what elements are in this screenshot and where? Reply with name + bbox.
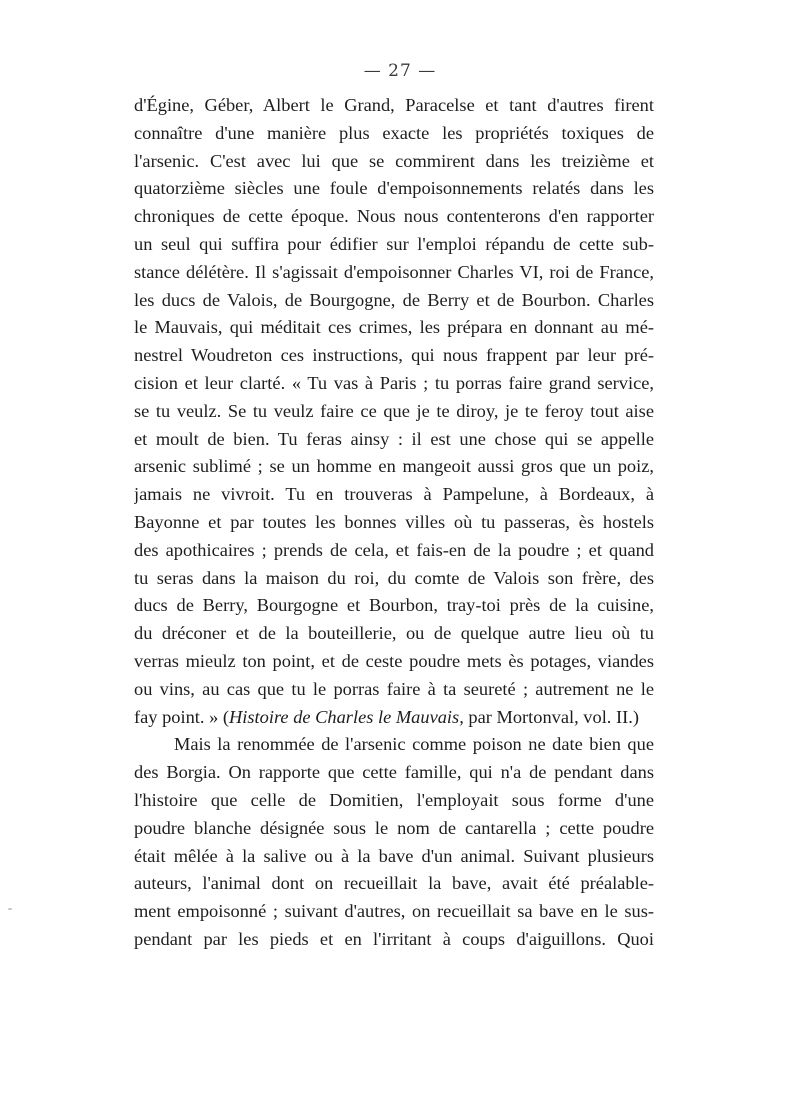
page-number: — 27 — bbox=[363, 61, 437, 81]
text-line: chroniques de cette époque. Nous nous contenterons d'en rapporter bbox=[134, 206, 654, 227]
text-line: Bayonne et par toutes les bonnes villes où tu passeras, ès hostels bbox=[134, 511, 654, 532]
citation-line bbox=[134, 704, 654, 732]
text-line: le Mauvais, qui méditait ces crimes, les prépara en donnant au mé- bbox=[134, 317, 654, 338]
text-line: d'Égine, Géber, Albert le Grand, Paracelse et tant d'autres firent bbox=[134, 95, 654, 115]
text-line: jamais ne vivroit. Tu en trouveras à Pampelune, à Bordeaux, à bbox=[134, 484, 654, 505]
citation-prefix: fay point. » ( bbox=[134, 706, 229, 727]
text-line: des apothicaires ; prends de cela, et fais-en de la poudre ; et quand bbox=[134, 539, 654, 560]
text-line: tu seras dans la maison du roi, du comte de Valois son frère, des bbox=[134, 567, 654, 588]
text-line: ou vins, au cas que tu le porras faire à ta seureté ; autrement ne le bbox=[134, 678, 654, 699]
text-line: l'arsenic. C'est avec lui que se commirent dans les treizième et bbox=[134, 150, 654, 171]
text-line: ducs de Berry, Bourgogne et Bourbon, tray-toi près de la cuisine, bbox=[134, 595, 654, 616]
text-line: cision et leur clarté. « Tu vas à Paris ; tu porras faire grand service, bbox=[134, 372, 654, 393]
paragraph-start-line: Mais la renommée de l'arsenic comme poison ne date bien que bbox=[174, 734, 654, 755]
text-line: l'histoire que celle de Domitien, l'employait sous forme d'une bbox=[134, 789, 654, 810]
text-line: des Borgia. On rapporte que cette famille, qui n'a de pendant dans bbox=[134, 762, 654, 783]
text-line: poudre blanche désignée sous le nom de cantarella ; cette poudre bbox=[134, 817, 654, 838]
text-line: stance délétère. Il s'agissait d'empoisonner Charles VI, roi de France, bbox=[134, 261, 654, 282]
text-line: quatorzième siècles une foule d'empoisonnements relatés dans les bbox=[134, 178, 654, 199]
citation-title: Histoire de Charles le Mauvais, bbox=[229, 706, 464, 727]
text-line: se tu veulz. Se tu veulz faire ce que je te diroy, je te feroy tout aise bbox=[134, 400, 654, 421]
text-line: un seul qui suffira pour édifier sur l'emploi répandu de cette sub- bbox=[134, 233, 654, 254]
text-line: pendant par les pieds et en l'irritant à coups d'aiguillons. Quoi bbox=[134, 928, 654, 949]
text-line: ment empoisonné ; suivant d'autres, on recueillait sa bave en le sus- bbox=[134, 901, 654, 922]
text-line: nestrel Woudreton ces instructions, qui nous frappent par leur pré- bbox=[134, 345, 654, 366]
text-line: verras mieulz ton point, et de ceste poudre mets ès potages, viandes bbox=[134, 650, 654, 671]
paper-speck bbox=[8, 908, 12, 910]
text-line: auteurs, l'animal dont on recueillait la bave, avait été préalable- bbox=[134, 873, 654, 894]
text-line: arsenic sublimé ; se un homme en mangeoit aussi gros que un poiz, bbox=[134, 456, 654, 477]
text-line: les ducs de Valois, de Bourgogne, de Berry et de Bourbon. Charles bbox=[134, 289, 654, 310]
text-line: et moult de bien. Tu feras ainsy : il est une chose qui se appelle bbox=[134, 428, 654, 449]
text-line: du dréconer et de la bouteillerie, ou de quelque autre lieu où tu bbox=[134, 623, 654, 644]
citation-suffix: par Mortonval, vol. II.) bbox=[463, 706, 639, 727]
body-text bbox=[134, 92, 654, 954]
text-line: était mêlée à la salive ou à la bave d'un animal. Suivant plusieurs bbox=[134, 845, 654, 866]
text-line: connaître d'une manière plus exacte les propriétés toxiques de bbox=[134, 122, 654, 143]
